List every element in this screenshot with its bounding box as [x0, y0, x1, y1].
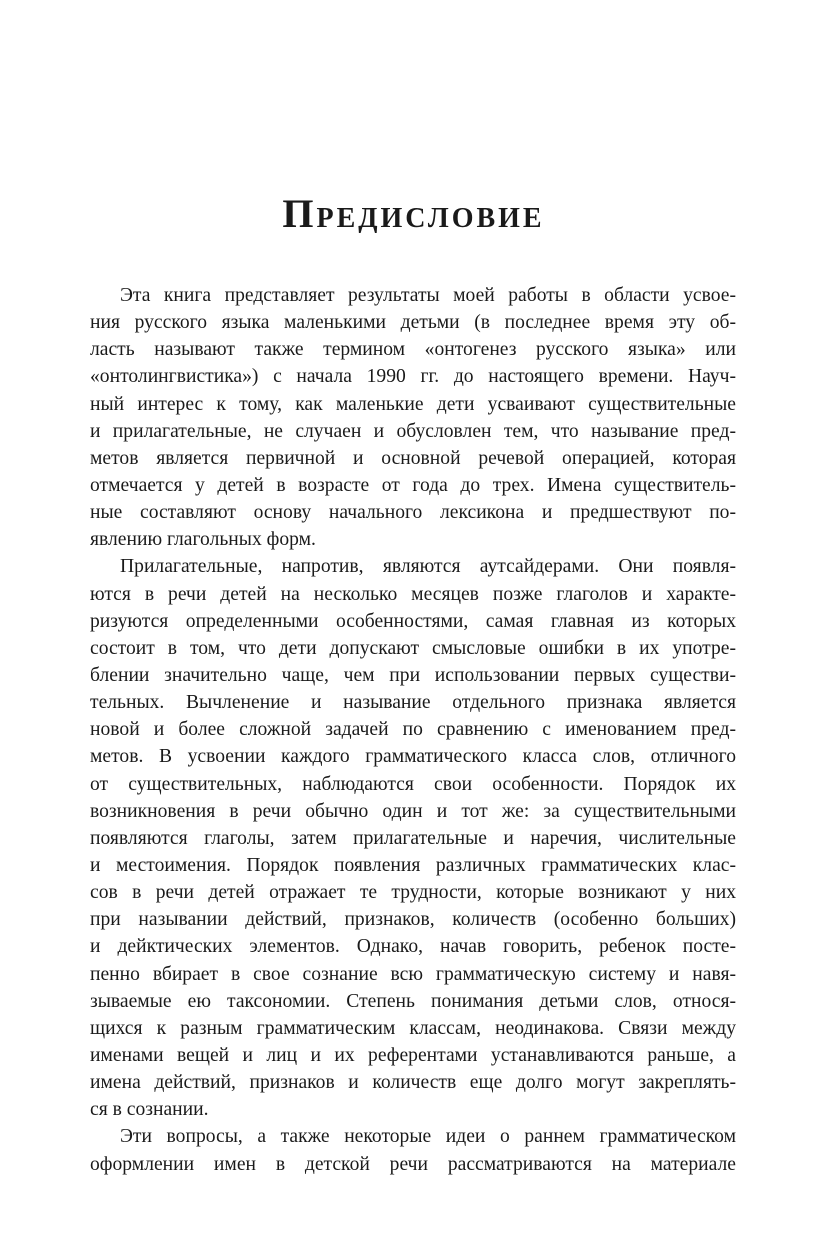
text-line: именами вещей и лиц и их референтами устанавливаются раньше, а — [90, 1044, 736, 1066]
text-line: сов в речи детей отражает те трудности, которые возникают у них — [90, 882, 736, 904]
text-line: метов является первичной и основной речевой операцией, которая — [90, 447, 736, 469]
text-line: ся в сознании. — [90, 1099, 209, 1121]
text-line: тельных. Вычленение и называние отдельного признака является — [90, 692, 736, 714]
text-line: при назывании действий, признаков, количеств (особенно больших) — [90, 909, 736, 931]
paragraph — [90, 553, 736, 1123]
text-line: блении значительно чаще, чем при использовании первых существи- — [90, 664, 736, 686]
text-line: отмечается у детей в возрасте от года до трех. Имена существитель- — [90, 474, 736, 496]
paragraph — [90, 1123, 736, 1177]
text-line: метов. В усвоении каждого грамматического класса слов, отличного — [90, 746, 736, 768]
text-line: явлению глагольных форм. — [90, 529, 316, 551]
text-line: ные составляют основу начального лексикона и предшествуют по- — [90, 502, 736, 524]
text-line: состоит в том, что дети допускают смысловые ошибки в их употре- — [90, 637, 736, 659]
text-line: зываемые ею таксономии. Степень понимания детьми слов, относя- — [90, 990, 736, 1012]
text-line: пенно вбирает в свое сознание всю грамматическую систему и навя- — [90, 963, 736, 985]
text-line: Прилагательные, напротив, являются аутсайдерами. Они появля- — [120, 556, 736, 578]
body-text — [90, 282, 736, 1178]
text-line: от существительных, наблюдаются свои особенности. Порядок их — [90, 773, 736, 795]
text-line: появляются глаголы, затем прилагательные и наречия, числительные — [90, 827, 736, 849]
text-line: имена действий, признаков и количеств еще долго могут закреплять- — [90, 1072, 736, 1094]
text-line: ласть называют также термином «онтогенез русского языка» или — [90, 339, 736, 361]
text-line: щихся к разным грамматическим классам, неодинакова. Связи между — [90, 1017, 736, 1039]
text-line: ризуются определенными особенностями, самая главная из которых — [90, 610, 736, 632]
text-line: ния русского языка маленькими детьми (в последнее время эту об- — [90, 312, 736, 334]
text-line: «онтолингвистика») с начала 1990 гг. до настоящего времени. Науч- — [90, 366, 736, 388]
text-line: Эти вопросы, а также некоторые идеи о раннем грамматическом — [120, 1126, 736, 1148]
text-line: ный интерес к тому, как маленькие дети усваивают существительные — [90, 393, 736, 415]
text-line: и местоимения. Порядок появления различных грамматических клас- — [90, 854, 736, 876]
paragraph — [90, 282, 736, 553]
text-line: возникновения в речи обычно один и тот же: за существительными — [90, 800, 736, 822]
chapter-title: Предисловие — [282, 191, 545, 236]
text-line: оформлении имен в детской речи рассматриваются на материале — [90, 1153, 736, 1175]
text-line: новой и более сложной задачей по сравнению с именованием пред- — [90, 719, 736, 741]
text-line: и прилагательные, не случаен и обусловлен тем, что называние пред- — [90, 420, 736, 442]
text-line: и дейктических элементов. Однако, начав говорить, ребенок посте- — [90, 936, 736, 958]
text-line: ются в речи детей на несколько месяцев позже глаголов и характе- — [90, 583, 736, 605]
text-line: Эта книга представляет результаты моей работы в области усвое- — [120, 285, 736, 306]
